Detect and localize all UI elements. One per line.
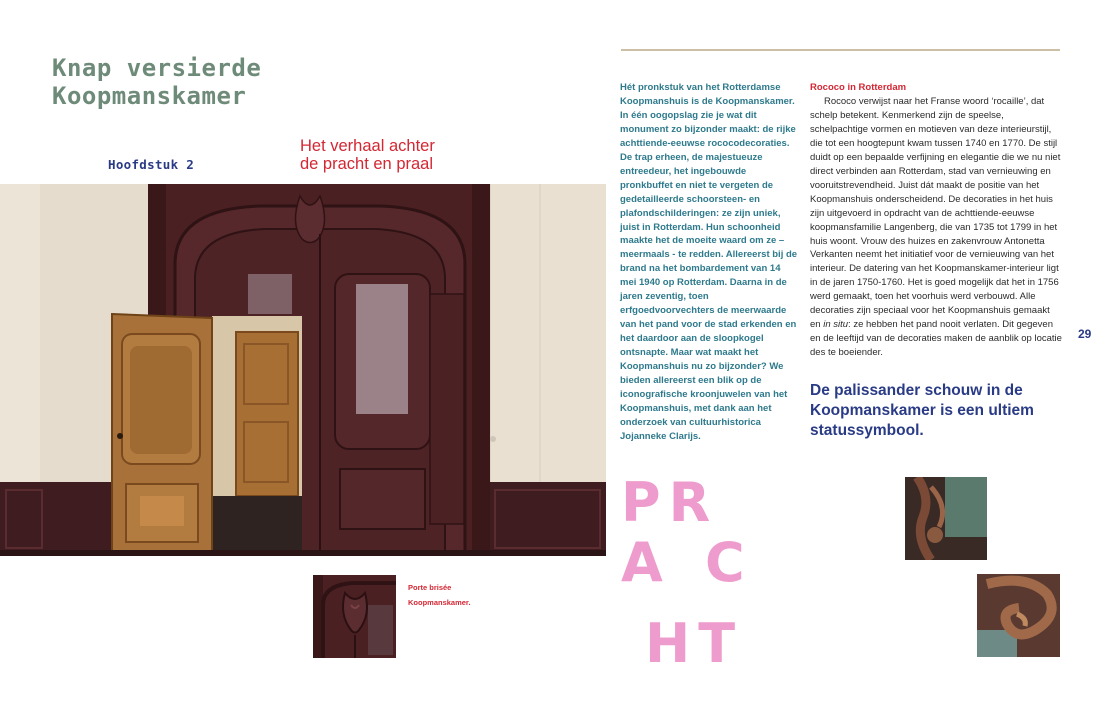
body-paragraph bbox=[810, 95, 1062, 360]
chapter-label: Hoofdstuk 2 bbox=[108, 157, 195, 172]
detail-thumbnail-carving bbox=[905, 477, 987, 560]
subtitle-line2: de pracht en praal bbox=[300, 155, 434, 173]
page-number-right: 29 bbox=[1078, 327, 1092, 341]
chapter-title-line2: Koopmanskamer bbox=[52, 82, 247, 110]
chapter-title bbox=[52, 54, 342, 110]
detail-thumbnail-scroll bbox=[977, 574, 1060, 657]
pracht-letters-row2-a: A bbox=[621, 531, 671, 594]
intro-paragraph: Hét pronkstuk van het Rotterdamse Koopmanshuis is de Koopmanskamer. In één oogopslag zie je wat dit monument zo bijzonder maakt: de rijke achttiende-eeuwse rococodecoraties. De trap erheen, de majestueuze entreedeur, het ingebouwde pronkbuffet en niet te vergeten de gedetailleerde schoorsteen- en plafondschilderingen: ze zijn uniek, juist in Rotterdam. Hun schoonheid maakte het de moeite waard om ze – meermaals - te redden. Allereerst bij de brand na het bombardement van 14 mei 1940 op Rotterdam. Daarna in de jaren zeventig, toen erfgoedvoorvechters de meerwaarde van het pand voor de stad erkenden en het daardoor aan de sloopkogel ontsnapte. Maar wat maakt het Koopmanshuis nu zo bijzonder? We bieden allereerst een blik op de iconografische kroonjuwelen van het Koopmanshuis, met dank aan het onderzoek van cultuurhistorica Jojanneke Clarijs. bbox=[620, 82, 798, 442]
chapter-title-line1: Knap versierde bbox=[52, 54, 262, 82]
pracht-letters-row2-c: C bbox=[705, 531, 753, 594]
detail-thumbnail-crest bbox=[313, 575, 396, 658]
pracht-letters-row1: PR bbox=[621, 471, 719, 534]
body-text-italic: in situ bbox=[823, 319, 849, 331]
chapter-subtitle bbox=[300, 137, 490, 173]
pull-quote: De palissander schouw in de Koopmanskamer is een ultiem statussymbool. bbox=[810, 382, 1034, 439]
pracht-letters-row3: HT bbox=[645, 612, 744, 675]
subtitle-line1: Het verhaal achter bbox=[300, 137, 435, 155]
body-text-part2: : ze hebben het pand nooit verlaten. Dit gegeven en de leeftijd van de decoraties maken de aanblik op locatie des te boeiender. bbox=[810, 319, 1062, 359]
body-text-part1: Rococo verwijst naar het Franse woord ‘rocaille’, dat schelp betekent. Kenmerkend zijn de speelse, schelpachtige vormen en motieven van deze interieurstijl, die tot een hoogtepunt kwam tussen 1740 en 1770. De stijl duidt op een bepaalde verfijning en elegantie die we nu niet direct verbinden aan Rotterdam, stad van vernieuwing en vooruitstrevendheid. Juist dát maakt de positie van het Koopmanshuis onderscheidend. De decoraties in het huis zijn uitgevoerd in opdracht van de achttiende-eeuwse koopmansfamilie Langenberg, die van 1735 tot 1799 in het huis woont. Vrouw des huizes en zakenvrouw Antonetta Verkanten neemt het initiatief voor de vernieuwing van het interieur. De datering van het Koopmanskamer-interieur ligt in de jaren 1750-1760. Het is goed mogelijk dat het in 1756 werd gemaakt, toen het voorhuis werd verbouwd. Alle decoraties zijn speciaal voor het Koopmanshuis gemaakt en bbox=[810, 96, 1061, 331]
photo-caption bbox=[408, 580, 518, 610]
top-rule bbox=[621, 49, 1060, 51]
caption-line1: Porte brisée bbox=[408, 583, 452, 592]
section-heading: Rococo in Rotterdam bbox=[810, 82, 907, 93]
main-photo-porte-brisee bbox=[0, 184, 606, 556]
caption-line2: Koopmanskamer. bbox=[408, 598, 471, 607]
